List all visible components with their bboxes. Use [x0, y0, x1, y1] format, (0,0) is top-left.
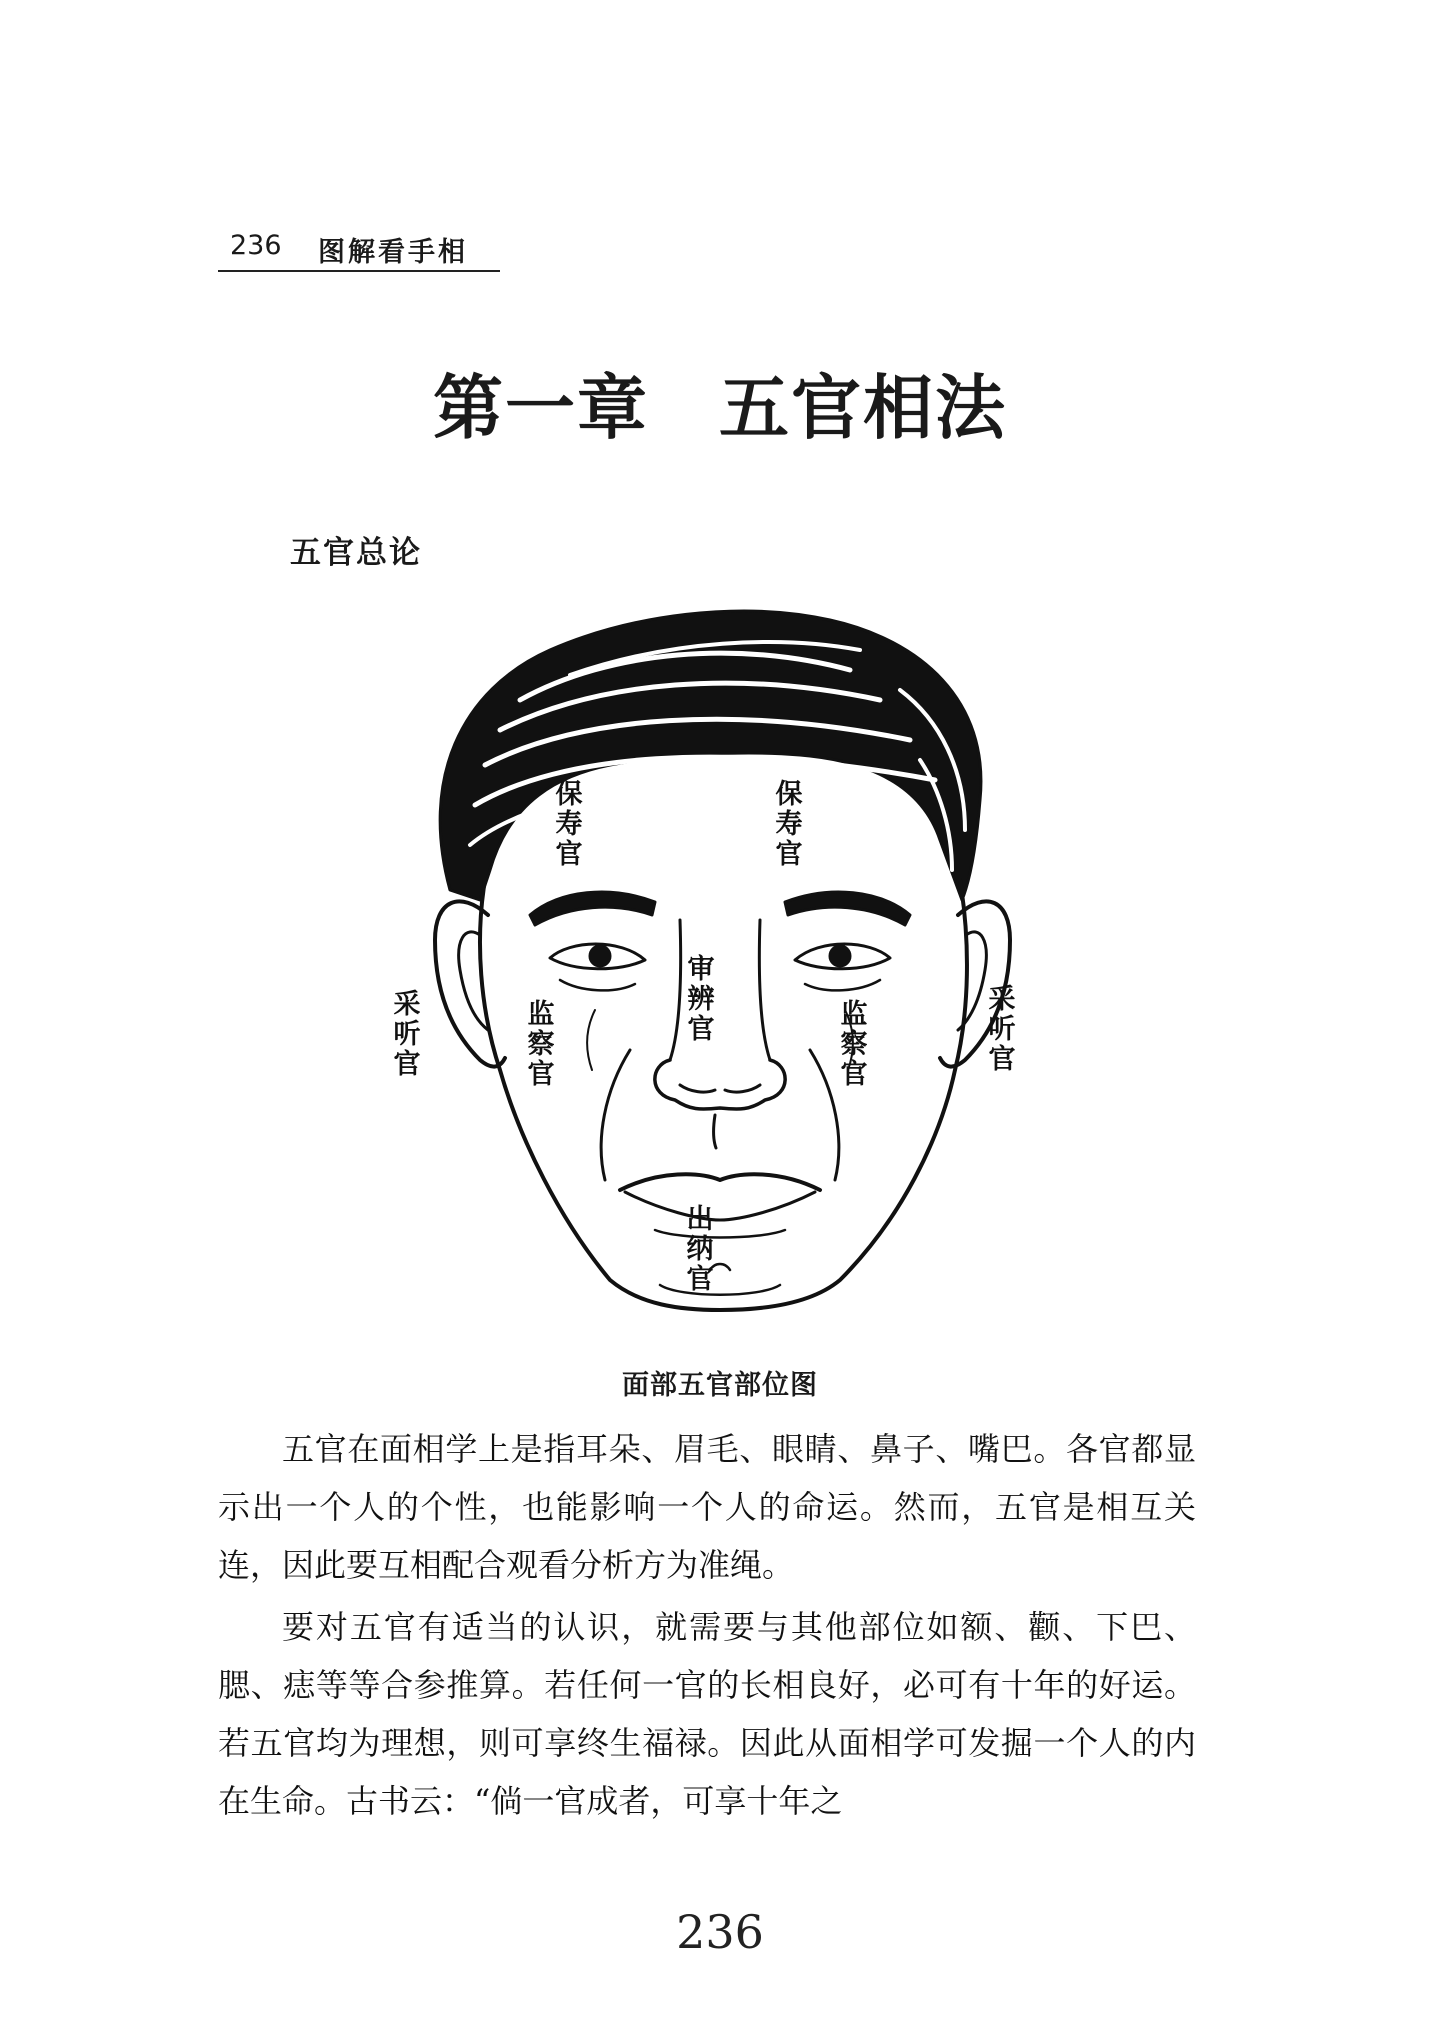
label-char: 官 [840, 1059, 868, 1090]
label-char: 纳 [686, 1234, 714, 1265]
label-char: 保 [555, 779, 583, 810]
label-caiting-left [392, 990, 422, 1080]
chapter-number: 第一章 [433, 367, 649, 449]
paragraph: 要对五官有适当的认识，就需要与其他部位如额、颧、下巴、腮、痣等等合参推算。若任何一官的长相良好，必可有十年的好运。若五官均为理想，则可享终生福禄。因此从面相学可发掘一个人的内在生命。古书云：“倘一官成者，可享十年之 [218, 1608, 1196, 1820]
figure-caption: 面部五官部位图 [622, 1370, 818, 1401]
face-illustration [380, 580, 1060, 1320]
label-baoshou-right [774, 780, 804, 870]
label-char: 官 [775, 839, 803, 870]
label-char: 官 [393, 1049, 421, 1080]
label-jiancha-right [839, 1000, 869, 1090]
label-char: 官 [687, 1014, 715, 1045]
label-char: 听 [393, 1019, 421, 1050]
label-char: 寿 [775, 809, 803, 840]
header-book-title: 图解看手相 [318, 237, 468, 268]
label-baoshou-left [554, 780, 584, 870]
label-char: 出 [686, 1204, 714, 1235]
label-char: 官 [527, 1059, 555, 1090]
chapter-title [0, 352, 1440, 453]
label-chuna [685, 1205, 715, 1295]
header-page-number: 236 [230, 230, 282, 261]
body-text [218, 1420, 1196, 1834]
label-char: 审 [687, 954, 715, 985]
label-char: 寿 [555, 809, 583, 840]
running-header [218, 222, 500, 272]
footer-page-number: 236 [676, 1905, 764, 1959]
chapter-name: 五官相法 [719, 367, 1007, 449]
label-char: 监 [527, 999, 555, 1030]
label-char: 采 [393, 989, 421, 1020]
section-heading: 五官总论 [290, 535, 422, 571]
label-jiancha-left [526, 1000, 556, 1090]
label-char: 保 [775, 779, 803, 810]
paragraph: 五官在面相学上是指耳朵、眉毛、眼睛、鼻子、嘴巴。各官都显示出一个人的个性，也能影响一个人的命运。然而，五官是相互关连，因此要互相配合观看分析方为准绳。 [218, 1430, 1196, 1584]
label-char: 官 [686, 1264, 714, 1295]
label-char: 官 [555, 839, 583, 870]
label-char: 察 [527, 1029, 555, 1060]
label-shenbian [686, 955, 716, 1045]
label-char: 辨 [687, 984, 715, 1015]
label-caiting-right [987, 985, 1017, 1075]
label-char: 采 [988, 984, 1016, 1015]
face-diagram [380, 580, 1060, 1320]
label-char: 官 [988, 1044, 1016, 1075]
label-char: 察 [840, 1029, 868, 1060]
label-char: 监 [840, 999, 868, 1030]
label-char: 听 [988, 1014, 1016, 1045]
